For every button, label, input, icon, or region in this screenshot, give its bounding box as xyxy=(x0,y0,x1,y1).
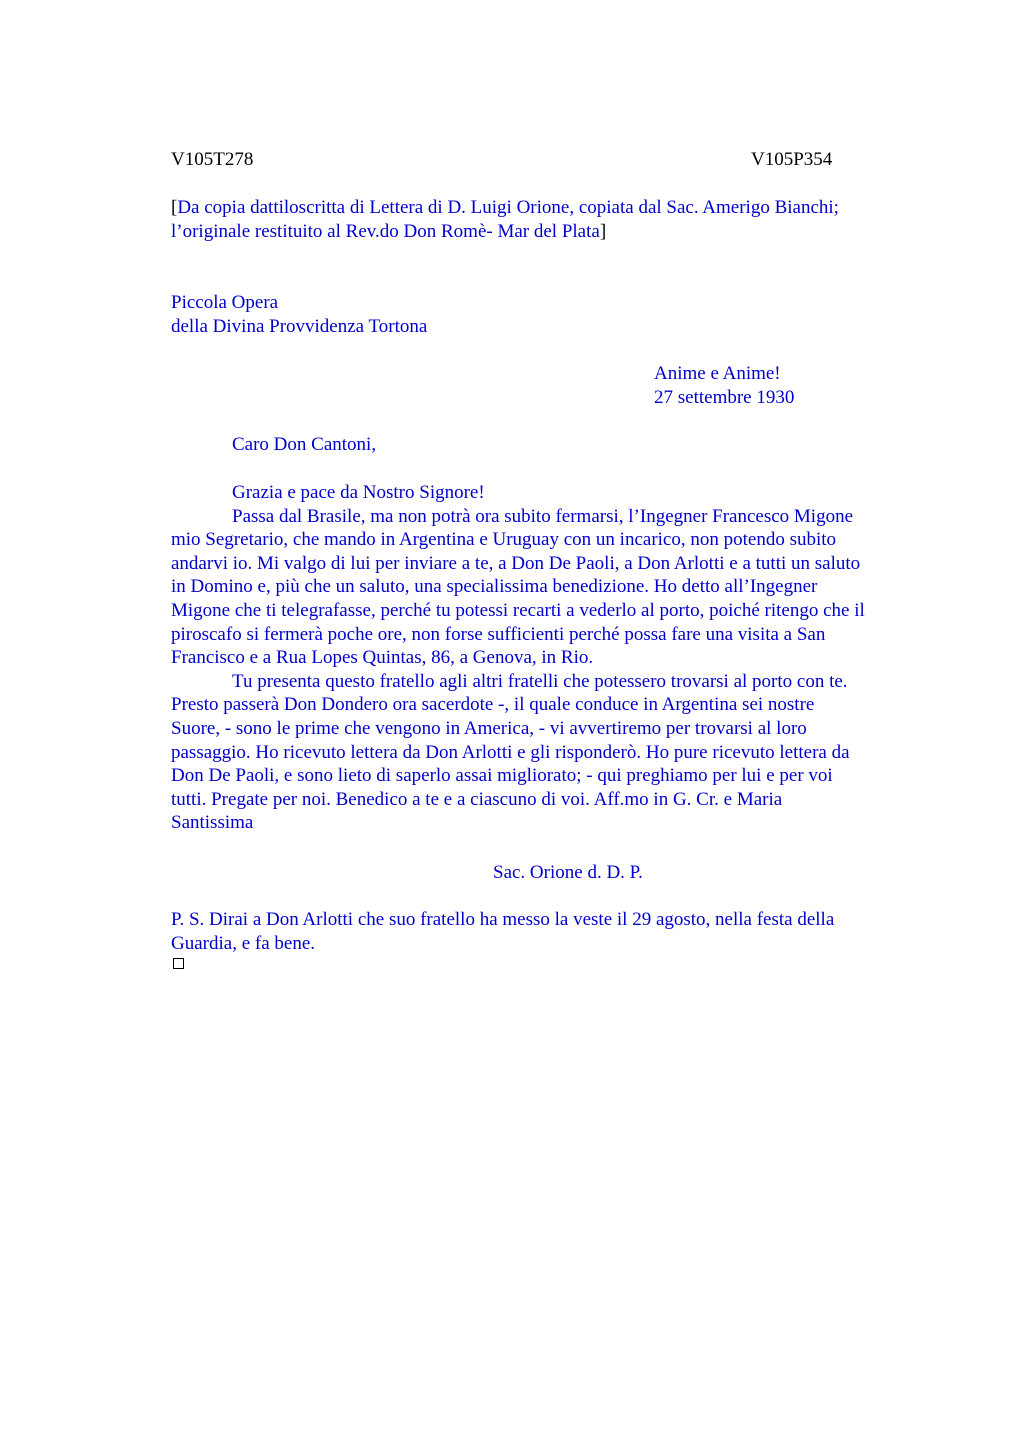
dateline-date: 27 settembre 1930 xyxy=(654,386,795,408)
header-left-reference: V105T278 xyxy=(171,149,254,170)
paragraph-1-line-4: in Domino e, più che un saluto, una specialissima benedizione. Ho detto all’Ingegner xyxy=(171,576,818,598)
signature: Sac. Orione d. D. P. xyxy=(493,862,643,883)
source-note-open-bracket: [ xyxy=(171,197,178,218)
header-right-reference: V105P354 xyxy=(751,149,833,170)
paragraph-1-line-6: piroscafo si fermerà poche ore, non forse sufficienti perché possa fare una visita a San xyxy=(171,623,826,645)
empty-box-icon xyxy=(173,958,184,969)
paragraph-2-line-3: Suore, - sono le prime che vengono in America, - vi avvertiremo per trovarsi al loro xyxy=(171,717,807,739)
paragraph-1-line-7: Francisco e a Rua Lopes Quintas, 86, a Genova, in Rio. xyxy=(171,647,594,669)
paragraph-1-line-5: Migone che ti telegrafasse, perché tu potessi recarti a vederlo al porto, poiché ritengo che il xyxy=(171,599,865,621)
paragraph-1-line-3: andarvi io. Mi valgo di lui per inviare a te, a Don De Paoli, a Don Arlotti e a tutti un saluto xyxy=(171,552,861,574)
source-note xyxy=(171,196,931,243)
source-note-close-bracket: ] xyxy=(599,220,607,242)
postscript-line-2: Guardia, e fa bene. xyxy=(171,932,316,954)
salutation: Caro Don Cantoni, xyxy=(232,434,377,455)
greeting: Grazia e pace da Nostro Signore! xyxy=(232,482,485,503)
dateline xyxy=(654,362,794,409)
paragraph-1-line-1: Passa dal Brasile, ma non potrà ora subito fermarsi, l’Ingegner Francesco Migone xyxy=(232,505,854,527)
paragraph-2-line-1: Tu presenta questo fratello agli altri fratelli che potessero trovarsi al porto con te. xyxy=(232,670,848,692)
postscript-line-1: P. S. Dirai a Don Arlotti che suo fratello ha messo la veste il 29 agosto, nella festa della xyxy=(171,909,835,930)
source-note-line-2: l’originale restituito al Rev.do Don Romè- Mar del Plata xyxy=(171,220,600,242)
source-note-line-1: Da copia dattiloscritta di Lettera di D. Luigi Orione, copiata dal Sac. Amerigo Bianchi; xyxy=(177,197,839,218)
paragraph-1-line-2: mio Segretario, che mando in Argentina e Uruguay con un incarico, non potendo subito xyxy=(171,529,837,551)
paragraph-2-line-7: Santissima xyxy=(171,812,254,834)
dateline-motto: Anime e Anime! xyxy=(654,363,781,384)
paragraph-2-line-6: tutti. Pregate per noi. Benedico a te e a ciascuno di voi. Aff.mo in G. Cr. e Maria xyxy=(171,788,783,810)
letterhead-line-1: Piccola Opera xyxy=(171,292,279,313)
letterhead xyxy=(171,291,931,338)
paragraph-2-line-4: passaggio. Ho ricevuto lettera da Don Arlotti e gli risponderò. Ho pure ricevuto lettera da xyxy=(171,741,850,763)
letterhead-line-2: della Divina Provvidenza Tortona xyxy=(171,315,428,337)
paragraph-2-line-5: Don De Paoli, e sono lieto di saperlo assai migliorato; - qui preghiamo per lui e per voi xyxy=(171,765,833,787)
letter-body xyxy=(171,481,931,835)
paragraph-2-line-2: Presto passerà Don Dondero ora sacerdote -, il quale conduce in Argentina sei nostre xyxy=(171,694,815,716)
postscript xyxy=(171,908,931,955)
